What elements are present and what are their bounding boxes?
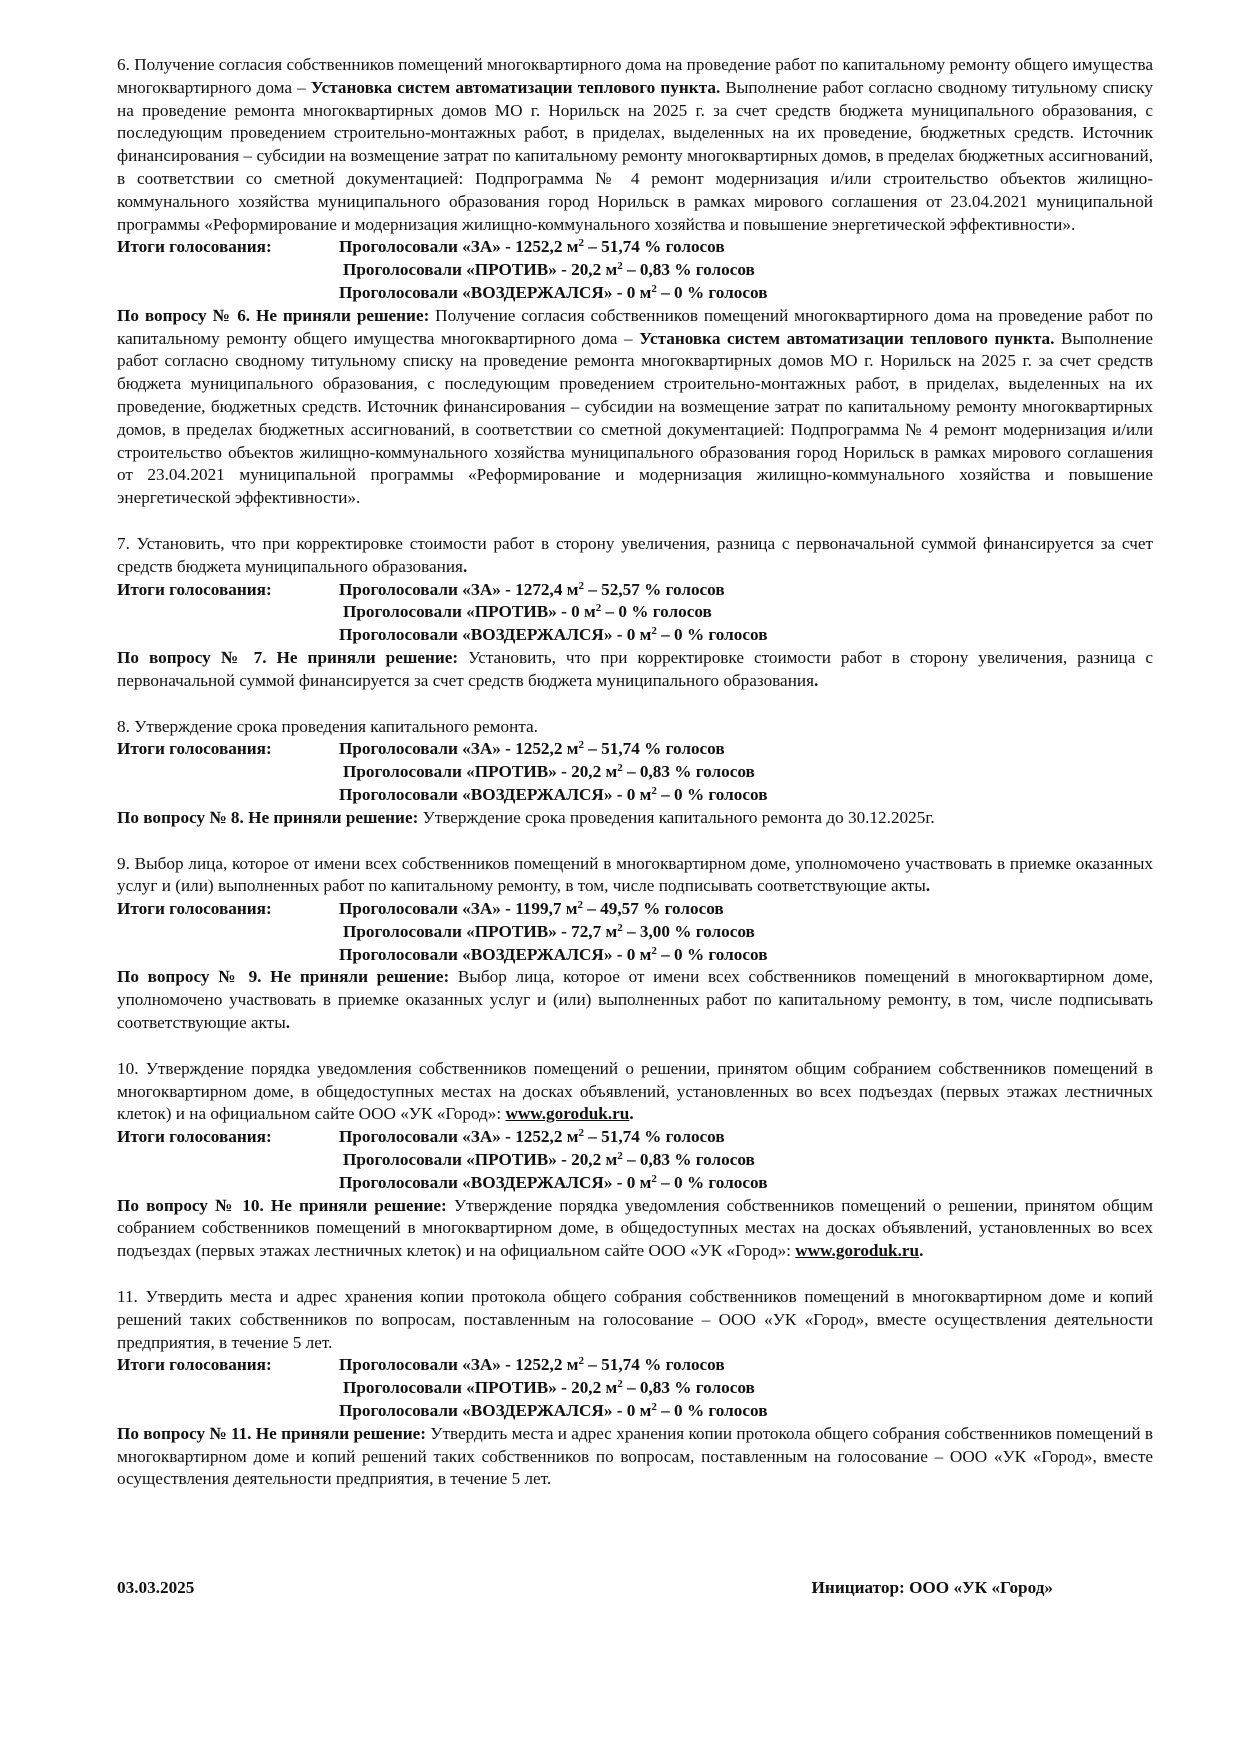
vote-for-row: Итоги голосования: Проголосовали «ЗА» - 1252,2 $м^2 - 51,74$ % голосов (117, 1355, 725, 1375)
vote-for-row: Итоги голосования: Проголосовали «ЗА» - 1199,7 $м^2 - 49,57$ % голосов (117, 899, 724, 919)
section-10 (117, 1058, 1153, 1263)
decision-9: По вопросу № 9. Не приняли решение: Выбор лица, которое от имени всех собственников помещений в многоквартирном доме, уполномочено участвовать в приемке оказанных услуг и (или) выполненных работ по капитальному ремонту, в том, числе подписывать соответствующие акты. (117, 967, 1153, 1033)
vote-against-row: Проголосовали «ПРОТИВ» - 20,2 $м^2 - 0,83$ % голосов (343, 1150, 755, 1170)
vote-abstain-row: Проголосовали «ВОЗДЕРЖАЛСЯ» - 0 $м^2 - 0$ % голосов (339, 625, 768, 645)
vote-against-row: Проголосовали «ПРОТИВ» - 0 $м^2 - 0$ % голосов (343, 602, 712, 622)
section-8 (117, 716, 1153, 830)
decision-7: По вопросу № 7. Не приняли решение: Установить, что при корректировке стоимости работ в сторону увеличения, разница с первоначальной суммой финансируется за счет средств бюджета муниципального образования. (117, 647, 1153, 690)
decision-8: По вопросу № 8. Не приняли решение: Утверждение срока проведения капитального ремонта до 30.12.2025г. (117, 807, 935, 827)
document-date: 03.03.2025 (117, 1578, 195, 1597)
vote-abstain-row: Проголосовали «ВОЗДЕРЖАЛСЯ» - 0 $м^2 - 0$ % голосов (339, 1172, 768, 1192)
vote-for-row: Итоги голосования: Проголосовали «ЗА» - 1252,2 $м^2 - 51,74$ % голосов (117, 739, 725, 759)
vote-abstain-row: Проголосовали «ВОЗДЕРЖАЛСЯ» - 0 $м^2 - 0$ % голосов (339, 944, 768, 964)
question-10: 10. Утверждение порядка уведомления собственников помещений о решении, принятом общим собранием собственников помещений в многоквартирном доме, в общедоступных местах на досках объявлений, установленных во всех подъездах (первых этажах лестничных клеток) и на официальном сайте ООО «УК «Город»: www.goroduk.ru. (117, 1058, 1154, 1124)
vote-against-row: Проголосовали «ПРОТИВ» - 20,2 $м^2 - 0,83$ % голосов (343, 1378, 755, 1398)
section-6 (117, 54, 1153, 510)
vote-abstain-row: Проголосовали «ВОЗДЕРЖАЛСЯ» - 0 $м^2 - 0$ % голосов (339, 1401, 768, 1421)
document-footer (117, 1578, 1053, 1598)
vote-for-row: Итоги голосования: Проголосовали «ЗА» - 1252,2 $м^2 - 51,74$ % голосов (117, 1127, 725, 1147)
section-9 (117, 853, 1153, 1035)
question-8: 8. Утверждение срока проведения капитального ремонта. (117, 716, 538, 736)
website-link[interactable]: www.goroduk.ru (795, 1241, 920, 1261)
decision-6: По вопросу № 6. Не приняли решение: Получение согласия собственников помещений многоквартирного дома на проведение работ по капитальному ремонту общего имущества многоквартирного дома – Установка систем автоматизации теплового пункта. Выполнение работ согласно сводному титульному списку на проведение ремонта многоквартирных домов МО г. Норильск на 2025 г. за счет средств бюджета муниципального образования, с последующим проведением строительно-монтажных работ, в приделах, выделенных на их проведение, бюджетных средств. Источник финансирования – субсидии на возмещение затрат по капитальному ремонту многоквартирных домов, в пределах бюджетных ассигнований, в соответствии со сметной документацией: Подпрограмма № 4 ремонт модернизация и/или строительство объектов жилищно-коммунального хозяйства муниципального образования город Норильск в рамках мирового соглашения от 23.04.2021 муниципальной программы «Реформирование и модернизация жилищно-коммунального хозяйства и повышение энергетической эффективности». (117, 305, 1154, 508)
website-link[interactable]: www.goroduk.ru (505, 1104, 630, 1124)
vote-for-row: Итоги голосования: Проголосовали «ЗА» - 1272,4 $м^2 - 52,57$ % голосов (117, 579, 725, 599)
vote-for-row: Итоги голосования: Проголосовали «ЗА» - 1252,2 $м^2 - 51,74$ % голосов (117, 237, 725, 257)
section-11 (117, 1286, 1153, 1491)
vote-abstain-row: Проголосовали «ВОЗДЕРЖАЛСЯ» - 0 $м^2 - 0$ % голосов (339, 282, 768, 302)
decision-11: По вопросу № 11. Не приняли решение: Утвердить места и адрес хранения копии протокола общего собрания собственников помещений в многоквартирном доме и копий решений таких собственников по вопросам, поставленным на голосование – ООО «УК «Город», вместе осуществления деятельности предприятия, в течение 5 лет. (117, 1423, 1153, 1489)
question-6: 6. Получение согласия собственников помещений многоквартирного дома на проведение работ по капитальному ремонту общего имущества многоквартирного дома – Установка систем автоматизации теплового пункта. Выполнение работ согласно сводному титульному списку на проведение ремонта многоквартирных домов МО г. Норильск на 2025 г. за счет средств бюджета муниципального образования, с последующим проведением строительно-монтажных работ, в приделах, выделенных на их проведение, бюджетных средств. Источник финансирования – субсидии на возмещение затрат по капитальному ремонту многоквартирных домов, в пределах бюджетных ассигнований, в соответствии со сметной документацией: Подпрограмма № 4 ремонт модернизация и/или строительство объектов жилищно-коммунального хозяйства муниципального образования город Норильск в рамках мирового соглашения от 23.04.2021 муниципальной программы «Реформирование и модернизация жилищно-коммунального хозяйства и повышение энергетической эффективности». (117, 55, 1153, 234)
vote-against-row: Проголосовали «ПРОТИВ» - 72,7 $м^2 - 3,00$ % голосов (343, 921, 755, 941)
vote-against-row: Проголосовали «ПРОТИВ» - 20,2 $м^2 - 0,83$ % голосов (343, 260, 755, 280)
question-9: 9. Выбор лица, которое от имени всех собственников помещений в многоквартирном доме, уполномочено участвовать в приемке оказанных услуг и (или) выполненных работ по капитальному ремонту, в том, числе подписывать соответствующие акты. (117, 853, 1154, 896)
initiator-signature: Инициатор: ООО «УК «Город» (811, 1578, 1053, 1597)
vote-against-row: Проголосовали «ПРОТИВ» - 20,2 $м^2 - 0,83$ % голосов (343, 762, 755, 782)
question-11: 11. Утвердить места и адрес хранения копии протокола общего собрания собственников помещений в многоквартирном доме и копий решений таких собственников по вопросам, поставленным на голосование – ООО «УК «Город», вместе осуществления деятельности предприятия, в течение 5 лет. (117, 1287, 1154, 1352)
vote-abstain-row: Проголосовали «ВОЗДЕРЖАЛСЯ» - 0 $м^2 - 0$ % голосов (339, 784, 768, 804)
question-7: 7. Установить, что при корректировке стоимости работ в сторону увеличения, разница с первоначальной суммой финансируется за счет средств бюджета муниципального образования. (117, 533, 1153, 576)
decision-10: По вопросу № 10. Не приняли решение: Утверждение порядка уведомления собственников помещений о решении, принятом общим собранием собственников помещений в многоквартирном доме, в общедоступных местах на досках объявлений, установленных во всех подъездах (первых этажах лестничных клеток) и на официальном сайте ООО «УК «Город»: www.goroduk.ru. (117, 1195, 1154, 1261)
document-page (117, 54, 1153, 1491)
section-7 (117, 533, 1153, 693)
